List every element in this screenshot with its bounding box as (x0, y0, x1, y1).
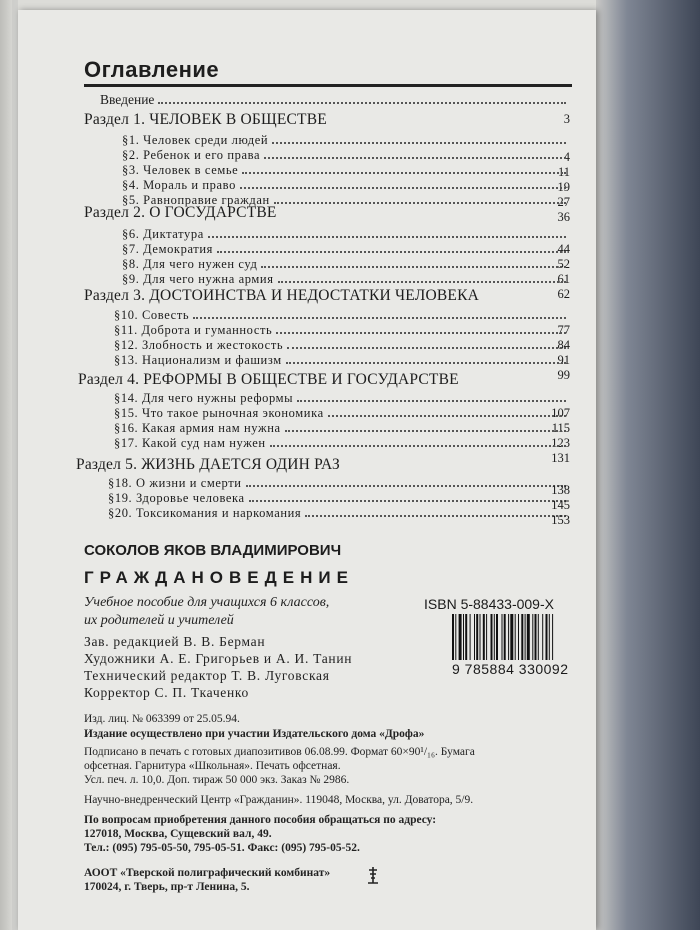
page-number-text: 145 (551, 498, 570, 512)
toc-item (122, 132, 570, 148)
toc-item-text: Раздел 5. ЖИЗНЬ ДАЕТСЯ ОДИН РАЗ (76, 456, 340, 473)
toc-item-text: §20. Токсикомания и наркомания (108, 506, 302, 520)
barcode-bar (502, 614, 503, 660)
toc-item-text: §13. Национализм и фашизм (114, 353, 282, 367)
barcode-bar (476, 614, 478, 660)
barcode-bar (515, 614, 516, 660)
barcode-bar (474, 614, 475, 660)
page-number-text: 138 (551, 483, 570, 497)
center-address (84, 793, 584, 807)
center-address-text: Научно-внедренческий Центр «Гражданин». 119048, Москва, ул. Доватора, 5/9. (84, 794, 474, 806)
dot-leader (208, 235, 566, 238)
page-number-text: 131 (551, 451, 570, 465)
toc-item (122, 147, 570, 163)
toc-item (122, 256, 570, 272)
book-subtitle (84, 594, 414, 630)
barcode-bar (518, 614, 519, 660)
page-number-text: 62 (557, 287, 570, 301)
toc-item (114, 405, 570, 421)
dot-leader (297, 399, 566, 402)
page-number-text: 52 (557, 257, 570, 271)
toc-item-text: §1. Человек среди людей (122, 133, 269, 147)
toc-item (114, 352, 570, 368)
barcode-bar (459, 614, 462, 660)
page-number-text: 11 (557, 165, 570, 179)
toc-item (114, 390, 570, 406)
barcode-bar (480, 614, 481, 660)
toc-section (76, 457, 570, 473)
barcode-bar (532, 614, 533, 660)
toc-section (78, 372, 570, 388)
page-number-text: 3 (563, 112, 570, 126)
toc-item-text: §3. Человек в семье (122, 163, 239, 177)
barcode-bar (525, 614, 526, 660)
page-number-text: 27 (557, 195, 570, 209)
book-title: ГРАЖДАНОВЕДЕНИЕ (84, 568, 354, 587)
dot-leader (287, 346, 566, 349)
toc-item-text: §15. Что такое рыночная экономика (114, 406, 324, 420)
toc-item-text: §11. Доброта и гуманность (114, 323, 273, 337)
dot-leader (328, 414, 566, 417)
toc-item (122, 177, 570, 193)
barcode-bar (455, 614, 456, 660)
credit-editor: Зав. редакцией В. В. Берман (84, 634, 266, 649)
order-info-line: По вопросам приобретения данного пособия обращаться по адресу: (84, 814, 437, 826)
barcode-bar (491, 614, 493, 660)
toc-item-text: §8. Для чего нужен суд (122, 257, 258, 271)
toc-item (114, 420, 570, 436)
page-number-text: 61 (557, 272, 570, 286)
print-info (84, 745, 584, 787)
page-number-text: 99 (557, 368, 570, 382)
dot-leader (242, 171, 566, 174)
dot-leader (249, 499, 566, 502)
barcode-bar (504, 614, 506, 660)
dot-leader (264, 156, 566, 159)
order-info-line: Тел.: (095) 795-05-50, 795-05-51. Факс: (095) 795-05-52. (84, 842, 360, 854)
page-number-text: 115 (551, 421, 570, 435)
page-number-text: 153 (551, 513, 570, 527)
toc-section (84, 112, 570, 128)
toc-item (122, 241, 570, 257)
page-number-text: 107 (551, 406, 570, 420)
toc-item-text: §6. Диктатура (122, 227, 204, 241)
credit-tech-editor: Технический редактор Т. В. Луговская (84, 668, 330, 683)
barcode-bar (549, 614, 550, 660)
credit-artists: Художники А. Е. Григорьев и А. И. Танин (84, 651, 353, 666)
barcode-digits: 9 785884 330092 (452, 661, 569, 677)
left-page-edge (0, 0, 12, 930)
toc-item (108, 505, 570, 521)
barcode-bar (510, 614, 513, 660)
toc-item-text: §16. Какая армия нам нужна (114, 421, 281, 435)
printer-info-line: АООТ «Тверской полиграфический комбинат» (84, 867, 331, 879)
toc-item-text: Раздел 2. О ГОСУДАРСТВЕ (84, 204, 277, 221)
dot-leader (193, 316, 566, 319)
toc-item-text: §19. Здоровье человека (108, 491, 245, 505)
credit-corrector: Корректор С. П. Ткаченко (84, 685, 249, 700)
toc-item-text: §4. Мораль и право (122, 178, 236, 192)
book-author: СОКОЛОВ ЯКОВ ВЛАДИМИРОВИЧ (84, 542, 342, 559)
toc-item-text: Раздел 3. ДОСТОИНСТВА И НЕДОСТАТКИ ЧЕЛОВЕКА (84, 287, 480, 304)
dot-leader (158, 101, 566, 104)
dot-leader (246, 484, 566, 487)
dot-leader (274, 201, 566, 204)
toc-item-text: §7. Демократия (122, 242, 213, 256)
toc-item (114, 337, 570, 353)
dot-leader (278, 280, 566, 283)
barcode-bar (496, 614, 498, 660)
barcode-bar (486, 614, 487, 660)
page-number-text: 4 (563, 150, 570, 164)
dot-leader (285, 429, 566, 432)
toc-item (108, 490, 570, 506)
page-number-text: 19 (557, 180, 570, 194)
toc-section (84, 288, 570, 304)
print-info-line: офсетная. Гарнитура «Школьная». Печать офсетная. (84, 760, 341, 772)
barcode-bar (470, 614, 471, 660)
barcode-bar (452, 614, 454, 660)
isbn-label: ISBN 5-88433-009-X (424, 596, 554, 612)
toc-item (122, 271, 570, 287)
barcode-bar (483, 614, 485, 660)
license-text: Изд. лиц. № 063399 от 25.05.94. (84, 713, 240, 725)
dot-leader (217, 250, 566, 253)
printer-info-line: 170024, г. Тверь, пр-т Ленина, 5. (84, 881, 250, 893)
barcode-bar (552, 614, 553, 660)
toc-item-text: §9. Для чего нужна армия (122, 272, 274, 286)
toc-title: Оглавление (84, 57, 220, 82)
toc-item-text: §17. Какой суд нам нужен (114, 436, 266, 450)
toc-item (108, 475, 570, 491)
toc-item-text: Раздел 1. ЧЕЛОВЕК В ОБЩЕСТВЕ (84, 111, 327, 128)
dot-leader (286, 361, 566, 364)
toc-item (100, 92, 570, 108)
book-cover-edge (596, 0, 700, 930)
toc-item (122, 226, 570, 242)
toc-item-text: §18. О жизни и смерти (108, 476, 242, 490)
page-number-text: 123 (551, 436, 570, 450)
dot-leader (270, 444, 566, 447)
barcode-bar (542, 614, 543, 660)
barcode-bar (463, 614, 464, 660)
toc-item (114, 307, 570, 323)
print-info-line: Подписано в печать с готовых диапозитивов 06.08.99. Формат 60×90¹/₁₆. Бумага (84, 746, 475, 758)
page-number-text: 84 (557, 338, 570, 352)
barcode-bar (508, 614, 509, 660)
publisher-note (84, 727, 584, 741)
toc-page-number (524, 512, 570, 528)
page-number-text: 91 (557, 353, 570, 367)
toc-item-text: §12. Злобность и жестокость (114, 338, 284, 352)
print-info-line: Усл. печ. л. 10,0. Доп. тираж 50 000 экз. Заказ № 2986. (84, 774, 350, 786)
dot-leader (240, 186, 566, 189)
order-info (84, 813, 584, 855)
toc-item-text: §10. Совесть (114, 308, 190, 322)
credits-block (84, 633, 352, 701)
toc-item-text: §5. Равноправие граждан (122, 193, 270, 207)
toc-item (122, 162, 570, 178)
printer-info (84, 866, 584, 894)
barcode-bar (521, 614, 523, 660)
printer-logo-icon (366, 866, 380, 884)
toc-item (114, 322, 570, 338)
toc-item-text: §2. Ребенок и его права (122, 148, 261, 162)
barcode (452, 614, 586, 660)
toc-item-text: Введение (100, 92, 155, 107)
barcode-bar (465, 614, 467, 660)
page-number-text: 36 (557, 210, 570, 224)
toc-item (114, 435, 570, 451)
order-info-line: 127018, Москва, Сущевский вал, 49. (84, 828, 272, 840)
publisher-note-text: Издание осуществлено при участии Издательского дома «Дрофа» (84, 728, 425, 740)
toc-section (84, 205, 570, 221)
title-underline (84, 84, 572, 87)
dot-leader (261, 265, 566, 268)
page-number-text: 77 (557, 323, 570, 337)
subtitle-line: их родителей и учителей (84, 613, 234, 628)
toc-item-text: §14. Для чего нужны реформы (114, 391, 294, 405)
dot-leader (272, 141, 566, 144)
page-number-text: 44 (557, 242, 570, 256)
barcode-bar (538, 614, 539, 660)
page-top-edge (18, 0, 596, 10)
license-line (84, 712, 584, 726)
barcode-bar (494, 614, 495, 660)
barcode-bar (546, 614, 548, 660)
dot-leader (276, 331, 566, 334)
barcode-bar (527, 614, 530, 660)
barcode-bar (535, 614, 537, 660)
subtitle-line: Учебное пособие для учащихся 6 классов, (84, 595, 330, 610)
toc-item-text: Раздел 4. РЕФОРМЫ В ОБЩЕСТВЕ И ГОСУДАРСТВЕ (78, 371, 459, 388)
